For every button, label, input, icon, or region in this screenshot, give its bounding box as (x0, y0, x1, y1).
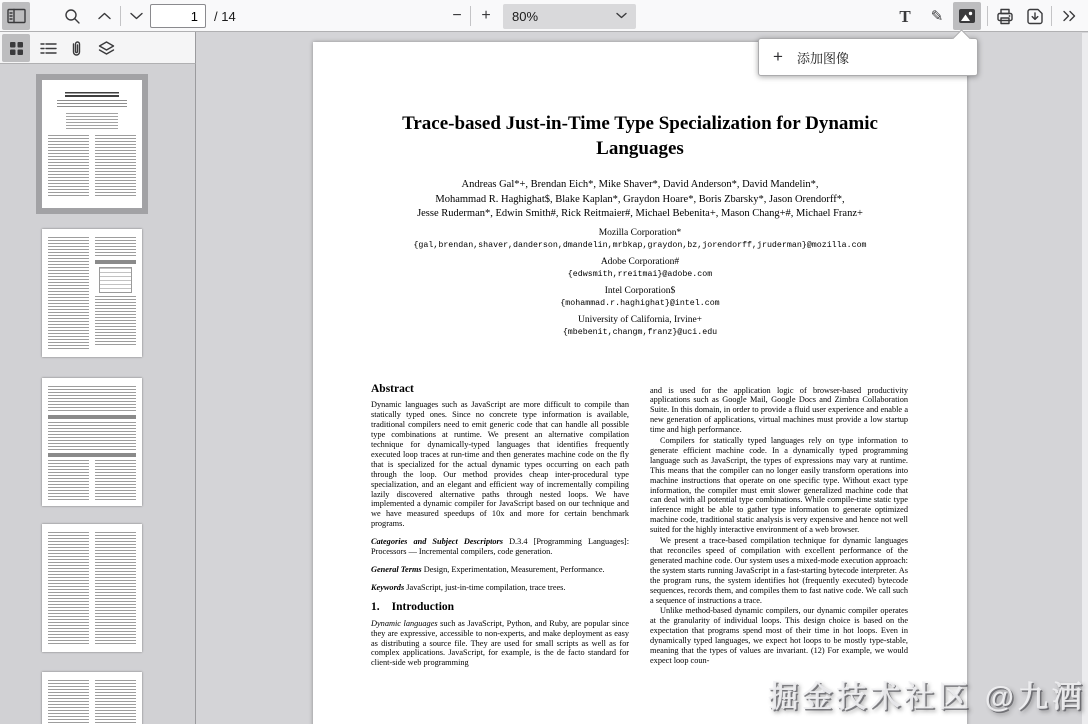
two-column-body (371, 382, 908, 677)
viewer-area (197, 33, 1088, 724)
keywords-label: Keywords (371, 582, 405, 592)
paper-title: Trace-based Just-in-Time Type Specialization for Dynamic Languages (402, 113, 878, 159)
toolbar-divider (120, 6, 121, 26)
left-column (371, 382, 630, 677)
page-number-input[interactable] (150, 4, 206, 28)
thumbnails-icon (9, 41, 24, 56)
search-icon (64, 8, 81, 25)
paperclip-icon (70, 40, 83, 57)
printer-icon (996, 8, 1014, 25)
minus-icon: − (452, 7, 462, 24)
sidebar-views-toolbar (0, 32, 196, 64)
top-toolbar (0, 0, 1088, 32)
affiliation-name: Adobe Corporation# (600, 256, 680, 267)
attachments-view-button[interactable] (62, 34, 90, 62)
chevron-up-icon (98, 12, 111, 20)
keywords-block (371, 583, 629, 593)
sidebar-toggle-icon (7, 8, 26, 24)
affiliation-name: University of California, Irvine+ (577, 314, 703, 325)
more-tools-button[interactable] (1055, 2, 1083, 30)
affiliation-name: Mozilla Corporation* (598, 227, 682, 238)
chevron-down-icon (616, 12, 627, 19)
affiliation-email: {edwsmith,rreitmai}@adobe.com (567, 269, 713, 279)
vertical-scrollbar[interactable] (1082, 33, 1088, 724)
affiliation-email: {mbebenit,changm,franz}@uci.edu (562, 327, 718, 337)
body-paragraph: and is used for the application logic of browser-based productivity applications such as Google Mail, Google Docs and Zimbra Collaboration Suite. In this domain, in order to provide a fluid user experience and enable a new generation of applications, virtual machines must provide a low startup time and high performance. (650, 385, 908, 435)
introduction-heading: 1. Introduction (371, 600, 455, 613)
keywords-text: JavaScript, just-in-time compilation, trace trees. (404, 582, 566, 592)
toolbar-divider (1051, 6, 1052, 26)
categories-text: D.3.4 [Programming Languages]: Processors — Incremental compilers, code generation. (371, 537, 630, 557)
plus-icon: + (481, 7, 491, 24)
image-icon (958, 8, 976, 24)
outline-view-button[interactable] (34, 34, 62, 62)
freetext-tool-button[interactable] (891, 2, 919, 30)
paper-affiliations (313, 227, 967, 338)
add-image-tool-button[interactable] (953, 2, 981, 30)
toggle-sidebar-button[interactable] (2, 2, 30, 30)
zoom-out-button[interactable] (445, 2, 469, 30)
add-image-label: 添加图像 (796, 50, 849, 66)
next-page-button[interactable] (124, 2, 148, 30)
abstract-heading: Abstract (371, 382, 414, 395)
categories-label: Categories and Subject Descriptors (371, 537, 504, 547)
ink-tool-button[interactable] (923, 2, 951, 30)
general-terms-block (371, 565, 629, 575)
chevron-down-icon (130, 12, 143, 20)
abstract-text: Dynamic languages such as JavaScript are more difficult to compile than statically typed ones. Since no concrete type information is available, traditional compilers need to emit generic code that can handle all possible type combinations at runtime. We present an alternative compilation technique for dynamically-typed languages that identifies frequently executed loop traces at run-time and then generates machine code on the fly that is specialized for the actual dynamic types occurring on each path through the loop. Our method provides cheap inter-procedural type specialization, and an elegant and efficient way of incrementally compiling lazily discovered alternative paths through nested loops. We have implemented a dynamic compiler for JavaScript based on our technique and we have measured speedups of 10x and more for certain benchmark programs. (371, 400, 629, 529)
paper-authors (313, 178, 967, 222)
add-image-menu-item[interactable] (759, 39, 977, 75)
author-line: Jesse Ruderman*, Edwin Smith#, Rick Reitmaier#, Michael Bebenita+, Mason Chang+#, Michael Franz+ (417, 208, 863, 219)
toolbar-divider (987, 6, 988, 26)
page-count-label: / 14 (214, 9, 236, 24)
affiliation-name: Intel Corporation$ (604, 285, 676, 296)
zoom-in-button[interactable] (474, 2, 498, 30)
double-chevron-right-icon (1062, 10, 1077, 22)
body-paragraph: Unlike method-based dynamic compilers, our dynamic compiler operates at the granularity of individual loops. This design choice is based on the expectation that programs spend most of their time in hot loops. Even in dynamically typed languages, we expect hot loops to be mostly type-stable, meaning that the types of values are invariant. (12) For example, we would expect loop coun- (650, 606, 908, 665)
zoom-scale-value: 80% (512, 9, 539, 24)
document-page-1 (313, 42, 967, 724)
thumbnail-page-1[interactable] (42, 80, 142, 208)
body-paragraph: Compilers for statically typed languages rely on type information to generate efficient machine code. In a dynamically typed programming language such as JavaScript, the types of expressions may vary at runtime. This means that the compiler can no longer easily transform operations into machine instructions that operate on one specific type. Without exact type information, the compiler must emit slower generalized machine code that can deal with all potential type combinations. While compile-time static type inference might be able to gather type information to generate optimized machine code, traditional static analysis is very expensive and hence not well suited for the highly interactive environment of a web browser. (650, 436, 908, 535)
author-line: Andreas Gal*+, Brendan Eich*, Mike Shaver*, David Anderson*, David Mandelin*, (461, 179, 819, 190)
affiliation-email: {mohammad.r.haghighat}@intel.com (560, 298, 720, 308)
introduction-text: Dynamic languages such as JavaScript, Python, and Ruby, are popular since they are expressive, accessible to non-experts, and make deployment as easy as distributing a source file. They are used for small scripts as well as for complex applications. JavaScript, for example, is the de facto standard for client-side web programming (371, 618, 629, 668)
thumbnail-page-3[interactable] (42, 378, 142, 506)
save-button[interactable] (1021, 2, 1049, 30)
thumbnail-page-5[interactable] (42, 672, 142, 724)
toolbar-divider (470, 6, 471, 26)
thumbnail-page-4[interactable] (42, 524, 142, 652)
download-icon (1026, 8, 1044, 25)
watermark-text: 掘金技术社区 @九酒 (768, 681, 1086, 714)
thumbnail-sidebar (0, 64, 196, 724)
general-terms-text: Design, Experimentation, Measurement, Performance. (421, 565, 605, 574)
previous-page-button[interactable] (92, 2, 116, 30)
thumbnails-view-button[interactable] (2, 34, 30, 62)
add-image-dropdown (758, 38, 978, 76)
print-button[interactable] (991, 2, 1019, 30)
plus-icon: + (773, 47, 783, 66)
author-line: Mohammad R. Haghighat$, Blake Kaplan*, Graydon Hoare*, Boris Zbarsky*, Jason Orendorff*, (435, 193, 845, 205)
thumbnail-page-2[interactable] (42, 229, 142, 357)
affiliation-email: {gal,brendan,shaver,danderson,dmandelin,mrbkap,graydon,bz,jorendorff,jruderman}@mozilla.com (413, 240, 867, 250)
text-tool-icon: T (899, 6, 911, 26)
right-column (650, 385, 908, 677)
find-button[interactable] (58, 2, 86, 30)
body-paragraph: We present a trace-based compilation technique for dynamic languages that reconciles speed of compilation with excellent performance of the generated machine code. Our system uses a mixed-mode execution approach: the system starts running JavaScript in a fast-starting bytecode interpreter. As the program runs, the system identifies hot (frequently executed) bytecode sequences, records them, and compiles them to fast native code. We call such a sequence of instructions a trace. (650, 536, 908, 605)
layers-view-button[interactable] (92, 34, 120, 62)
general-terms-label: General Terms (371, 565, 422, 574)
layers-icon (98, 41, 115, 55)
categories-block (371, 537, 629, 557)
pencil-icon: ✎ (930, 7, 944, 25)
zoom-scale-select[interactable] (503, 4, 636, 29)
outline-list-icon (40, 42, 57, 55)
